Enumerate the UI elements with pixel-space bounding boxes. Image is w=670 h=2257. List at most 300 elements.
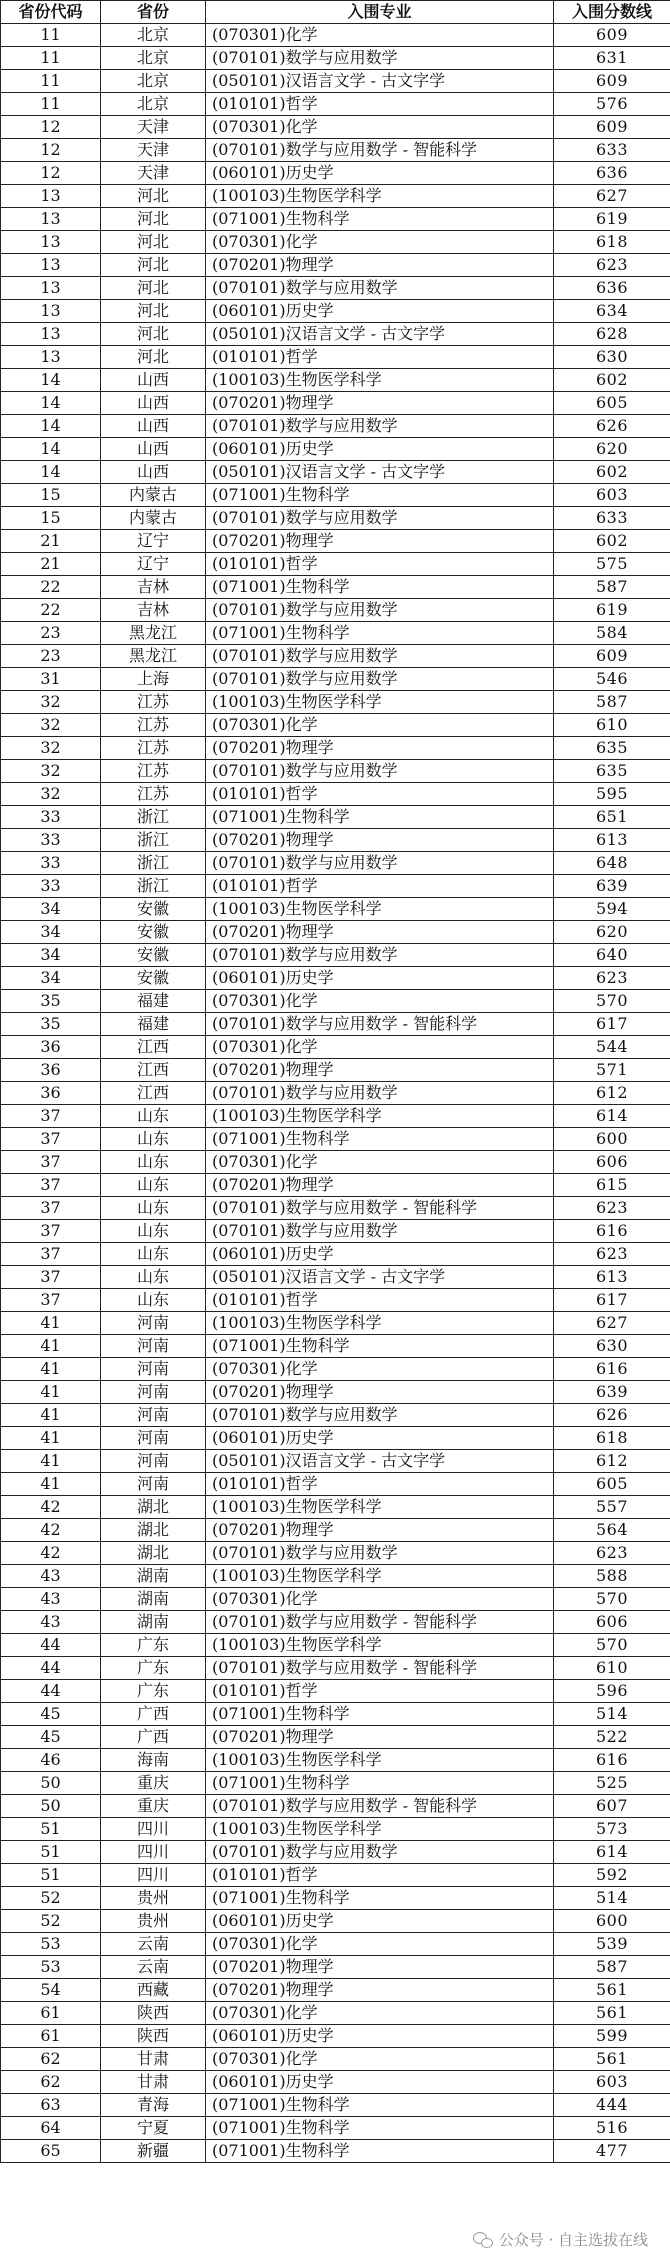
table-row: [1, 1312, 670, 1335]
cutoff-score-cell: 614: [554, 1105, 670, 1128]
major-cell: (100103)生物医学科学: [206, 1105, 554, 1128]
cutoff-score-cell: 620: [554, 921, 670, 944]
table-row: [1, 139, 670, 162]
major-cell: (050101)汉语言文学 - 古文字学: [206, 461, 554, 484]
province-cell: 山西: [101, 438, 206, 461]
major-cell: (070201)物理学: [206, 1381, 554, 1404]
major-cell: (100103)生物医学科学: [206, 369, 554, 392]
table-row: [1, 1795, 670, 1818]
header-province-code: 省份代码: [1, 1, 101, 24]
header-major: 入围专业: [206, 1, 554, 24]
province-cell: 江西: [101, 1082, 206, 1105]
province-cell: 天津: [101, 162, 206, 185]
cutoff-score-cell: 444: [554, 2094, 670, 2117]
table-row: [1, 1864, 670, 1887]
table-row: [1, 1220, 670, 1243]
cutoff-score-cell: 617: [554, 1013, 670, 1036]
cutoff-score-cell: 576: [554, 93, 670, 116]
province-cell: 山东: [101, 1174, 206, 1197]
cutoff-score-cell: 612: [554, 1450, 670, 1473]
cutoff-score-cell: 630: [554, 1335, 670, 1358]
table-row: [1, 1749, 670, 1772]
cutoff-score-cell: 606: [554, 1611, 670, 1634]
cutoff-score-cell: 595: [554, 783, 670, 806]
cutoff-score-cell: 633: [554, 507, 670, 530]
major-cell: (010101)哲学: [206, 875, 554, 898]
table-row: [1, 185, 670, 208]
province-code-cell: 54: [1, 1979, 101, 2002]
province-code-cell: 13: [1, 254, 101, 277]
major-cell: (010101)哲学: [206, 783, 554, 806]
table-row: [1, 737, 670, 760]
province-code-cell: 34: [1, 967, 101, 990]
province-code-cell: 31: [1, 668, 101, 691]
cutoff-score-cell: 616: [554, 1220, 670, 1243]
province-cell: 吉林: [101, 576, 206, 599]
cutoff-score-cell: 584: [554, 622, 670, 645]
table-row: [1, 1082, 670, 1105]
table-row: [1, 852, 670, 875]
cutoff-score-cell: 573: [554, 1818, 670, 1841]
header-cutoff-score: 入围分数线: [554, 1, 670, 24]
major-cell: (060101)历史学: [206, 1243, 554, 1266]
province-code-cell: 34: [1, 944, 101, 967]
watermark: [469, 2228, 652, 2251]
cutoff-score-cell: 633: [554, 139, 670, 162]
table-row: [1, 1266, 670, 1289]
cutoff-score-cell: 628: [554, 323, 670, 346]
province-cell: 广东: [101, 1634, 206, 1657]
cutoff-score-cell: 636: [554, 162, 670, 185]
cutoff-score-cell: 623: [554, 1243, 670, 1266]
major-cell: (070201)物理学: [206, 530, 554, 553]
province-cell: 山东: [101, 1243, 206, 1266]
province-code-cell: 35: [1, 990, 101, 1013]
province-code-cell: 34: [1, 898, 101, 921]
cutoff-score-cell: 639: [554, 875, 670, 898]
province-code-cell: 37: [1, 1266, 101, 1289]
cutoff-score-cell: 614: [554, 1841, 670, 1864]
table-row: [1, 2117, 670, 2140]
table-row: [1, 1910, 670, 1933]
major-cell: (050101)汉语言文学 - 古文字学: [206, 1266, 554, 1289]
province-code-cell: 43: [1, 1611, 101, 1634]
province-cell: 山西: [101, 392, 206, 415]
province-code-cell: 23: [1, 645, 101, 668]
province-code-cell: 44: [1, 1634, 101, 1657]
major-cell: (070101)数学与应用数学: [206, 760, 554, 783]
province-cell: 北京: [101, 70, 206, 93]
province-cell: 北京: [101, 24, 206, 47]
province-cell: 四川: [101, 1818, 206, 1841]
cutoff-score-cell: 610: [554, 1657, 670, 1680]
table-row: [1, 622, 670, 645]
province-cell: 浙江: [101, 852, 206, 875]
province-code-cell: 22: [1, 599, 101, 622]
major-cell: (010101)哲学: [206, 93, 554, 116]
province-code-cell: 42: [1, 1519, 101, 1542]
cutoff-score-cell: 609: [554, 24, 670, 47]
province-cell: 浙江: [101, 875, 206, 898]
cutoff-score-cell: 612: [554, 1082, 670, 1105]
province-code-cell: 33: [1, 875, 101, 898]
province-code-cell: 13: [1, 277, 101, 300]
table-row: [1, 1197, 670, 1220]
major-cell: (070101)数学与应用数学: [206, 1082, 554, 1105]
province-code-cell: 37: [1, 1289, 101, 1312]
cutoff-score-cell: 587: [554, 576, 670, 599]
cutoff-score-cell: 648: [554, 852, 670, 875]
major-cell: (070301)化学: [206, 714, 554, 737]
table-row: [1, 346, 670, 369]
major-cell: (071001)生物科学: [206, 1128, 554, 1151]
province-cell: 河北: [101, 231, 206, 254]
province-code-cell: 36: [1, 1036, 101, 1059]
major-cell: (070101)数学与应用数学: [206, 1404, 554, 1427]
province-code-cell: 22: [1, 576, 101, 599]
table-row: [1, 2025, 670, 2048]
province-code-cell: 32: [1, 737, 101, 760]
table-row: [1, 2002, 670, 2025]
province-cell: 黑龙江: [101, 645, 206, 668]
cutoff-score-cell: 544: [554, 1036, 670, 1059]
cutoff-score-cell: 477: [554, 2140, 670, 2163]
province-code-cell: 41: [1, 1312, 101, 1335]
major-cell: (070101)数学与应用数学 - 智能科学: [206, 139, 554, 162]
major-cell: (060101)历史学: [206, 967, 554, 990]
province-cell: 上海: [101, 668, 206, 691]
major-cell: (070301)化学: [206, 24, 554, 47]
province-cell: 河北: [101, 185, 206, 208]
province-code-cell: 14: [1, 461, 101, 484]
province-cell: 云南: [101, 1956, 206, 1979]
major-cell: (100103)生物医学科学: [206, 1818, 554, 1841]
major-cell: (070301)化学: [206, 1933, 554, 1956]
table-row: [1, 369, 670, 392]
province-code-cell: 32: [1, 783, 101, 806]
table-row: [1, 2048, 670, 2071]
major-cell: (010101)哲学: [206, 1864, 554, 1887]
province-cell: 湖南: [101, 1565, 206, 1588]
cutoff-score-cell: 602: [554, 530, 670, 553]
major-cell: (070201)物理学: [206, 254, 554, 277]
province-code-cell: 41: [1, 1381, 101, 1404]
major-cell: (060101)历史学: [206, 1910, 554, 1933]
cutoff-score-cell: 623: [554, 1197, 670, 1220]
table-row: [1, 208, 670, 231]
cutoff-score-cell: 616: [554, 1358, 670, 1381]
cutoff-score-cell: 613: [554, 829, 670, 852]
major-cell: (070301)化学: [206, 1151, 554, 1174]
province-cell: 广东: [101, 1657, 206, 1680]
province-cell: 河北: [101, 346, 206, 369]
cutoff-score-cell: 605: [554, 392, 670, 415]
province-code-cell: 14: [1, 438, 101, 461]
province-cell: 河北: [101, 277, 206, 300]
province-cell: 贵州: [101, 1910, 206, 1933]
cutoff-score-cell: 587: [554, 1956, 670, 1979]
major-cell: (070101)数学与应用数学: [206, 944, 554, 967]
province-code-cell: 14: [1, 415, 101, 438]
cutoff-score-cell: 623: [554, 1542, 670, 1565]
province-cell: 江西: [101, 1059, 206, 1082]
table-row: [1, 1657, 670, 1680]
province-cell: 河北: [101, 300, 206, 323]
province-code-cell: 41: [1, 1358, 101, 1381]
province-cell: 湖南: [101, 1611, 206, 1634]
province-cell: 福建: [101, 990, 206, 1013]
province-cell: 河南: [101, 1358, 206, 1381]
province-cell: 湖北: [101, 1519, 206, 1542]
table-row: [1, 1335, 670, 1358]
province-cell: 安徽: [101, 944, 206, 967]
cutoff-score-cell: 626: [554, 1404, 670, 1427]
province-code-cell: 13: [1, 185, 101, 208]
province-code-cell: 11: [1, 93, 101, 116]
table-row: [1, 783, 670, 806]
cutoff-score-cell: 609: [554, 116, 670, 139]
cutoff-score-cell: 605: [554, 1473, 670, 1496]
major-cell: (070201)物理学: [206, 1956, 554, 1979]
province-cell: 北京: [101, 93, 206, 116]
cutoff-score-cell: 615: [554, 1174, 670, 1197]
province-code-cell: 21: [1, 530, 101, 553]
major-cell: (100103)生物医学科学: [206, 898, 554, 921]
province-cell: 河南: [101, 1473, 206, 1496]
major-cell: (100103)生物医学科学: [206, 185, 554, 208]
major-cell: (060101)历史学: [206, 300, 554, 323]
province-code-cell: 14: [1, 392, 101, 415]
major-cell: (071001)生物科学: [206, 806, 554, 829]
province-cell: 江西: [101, 1036, 206, 1059]
province-code-cell: 13: [1, 346, 101, 369]
major-cell: (071001)生物科学: [206, 1335, 554, 1358]
cutoff-score-cell: 561: [554, 2048, 670, 2071]
cutoff-score-cell: 575: [554, 553, 670, 576]
table-row: [1, 1013, 670, 1036]
major-cell: (060101)历史学: [206, 162, 554, 185]
province-cell: 四川: [101, 1841, 206, 1864]
table-row: [1, 1519, 670, 1542]
table-row: [1, 2140, 670, 2163]
cutoff-score-cell: 613: [554, 1266, 670, 1289]
province-code-cell: 37: [1, 1197, 101, 1220]
major-cell: (070301)化学: [206, 1358, 554, 1381]
cutoff-score-cell: 603: [554, 484, 670, 507]
province-code-cell: 12: [1, 116, 101, 139]
province-code-cell: 41: [1, 1450, 101, 1473]
province-cell: 广西: [101, 1726, 206, 1749]
table-row: [1, 231, 670, 254]
table-row: [1, 392, 670, 415]
major-cell: (071001)生物科学: [206, 1703, 554, 1726]
province-cell: 广西: [101, 1703, 206, 1726]
major-cell: (070101)数学与应用数学: [206, 1841, 554, 1864]
table-row: [1, 1243, 670, 1266]
cutoff-score-cell: 616: [554, 1749, 670, 1772]
province-code-cell: 65: [1, 2140, 101, 2163]
cutoff-score-cell: 640: [554, 944, 670, 967]
cutoff-score-cell: 634: [554, 300, 670, 323]
table-row: [1, 1818, 670, 1841]
cutoff-score-cell: 620: [554, 438, 670, 461]
cutoff-score-cell: 610: [554, 714, 670, 737]
major-cell: (050101)汉语言文学 - 古文字学: [206, 70, 554, 93]
major-cell: (070101)数学与应用数学 - 智能科学: [206, 1795, 554, 1818]
province-cell: 安徽: [101, 921, 206, 944]
table-row: [1, 921, 670, 944]
province-code-cell: 41: [1, 1473, 101, 1496]
cutoff-score-cell: 651: [554, 806, 670, 829]
table-row: [1, 530, 670, 553]
table-row: [1, 1634, 670, 1657]
province-cell: 山东: [101, 1128, 206, 1151]
cutoff-score-cell: 627: [554, 185, 670, 208]
province-code-cell: 62: [1, 2071, 101, 2094]
cutoff-score-cell: 619: [554, 208, 670, 231]
major-cell: (070101)数学与应用数学: [206, 507, 554, 530]
table-row: [1, 967, 670, 990]
table-row: [1, 990, 670, 1013]
province-cell: 山东: [101, 1151, 206, 1174]
province-code-cell: 53: [1, 1933, 101, 1956]
major-cell: (070101)数学与应用数学: [206, 415, 554, 438]
major-cell: (071001)生物科学: [206, 1887, 554, 1910]
table-row: [1, 116, 670, 139]
major-cell: (070201)物理学: [206, 921, 554, 944]
province-code-cell: 61: [1, 2002, 101, 2025]
table-row: [1, 2071, 670, 2094]
major-cell: (071001)生物科学: [206, 2117, 554, 2140]
table-row: [1, 47, 670, 70]
cutoff-score-cell: 635: [554, 760, 670, 783]
table-row: [1, 1404, 670, 1427]
table-row: [1, 1933, 670, 1956]
province-cell: 贵州: [101, 1887, 206, 1910]
header-row: [1, 1, 670, 24]
cutoff-score-cell: 546: [554, 668, 670, 691]
cutoff-score-cell: 639: [554, 1381, 670, 1404]
cutoff-score-cell: 561: [554, 2002, 670, 2025]
province-code-cell: 32: [1, 691, 101, 714]
table-row: [1, 1174, 670, 1197]
major-cell: (071001)生物科学: [206, 2140, 554, 2163]
province-code-cell: 42: [1, 1496, 101, 1519]
province-code-cell: 46: [1, 1749, 101, 1772]
major-cell: (070101)数学与应用数学 - 智能科学: [206, 1611, 554, 1634]
province-cell: 江苏: [101, 760, 206, 783]
province-cell: 北京: [101, 47, 206, 70]
province-code-cell: 37: [1, 1128, 101, 1151]
province-code-cell: 61: [1, 2025, 101, 2048]
province-cell: 宁夏: [101, 2117, 206, 2140]
major-cell: (100103)生物医学科学: [206, 1565, 554, 1588]
cutoff-score-cell: 522: [554, 1726, 670, 1749]
table-row: [1, 1496, 670, 1519]
major-cell: (070201)物理学: [206, 737, 554, 760]
table-row: [1, 829, 670, 852]
province-code-cell: 42: [1, 1542, 101, 1565]
major-cell: (010101)哲学: [206, 346, 554, 369]
province-cell: 内蒙古: [101, 484, 206, 507]
province-cell: 吉林: [101, 599, 206, 622]
table-row: [1, 691, 670, 714]
table-row: [1, 1979, 670, 2002]
province-code-cell: 37: [1, 1220, 101, 1243]
province-code-cell: 53: [1, 1956, 101, 1979]
province-cell: 山东: [101, 1289, 206, 1312]
major-cell: (060101)历史学: [206, 2025, 554, 2048]
province-code-cell: 64: [1, 2117, 101, 2140]
cutoff-score-cell: 636: [554, 277, 670, 300]
province-code-cell: 50: [1, 1795, 101, 1818]
table-row: [1, 1956, 670, 1979]
major-cell: (010101)哲学: [206, 1473, 554, 1496]
province-code-cell: 13: [1, 231, 101, 254]
major-cell: (070101)数学与应用数学: [206, 1542, 554, 1565]
cutoff-score-cell: 525: [554, 1772, 670, 1795]
province-cell: 河北: [101, 323, 206, 346]
province-code-cell: 44: [1, 1680, 101, 1703]
major-cell: (070301)化学: [206, 1588, 554, 1611]
table-row: [1, 162, 670, 185]
table-row: [1, 461, 670, 484]
major-cell: (071001)生物科学: [206, 208, 554, 231]
cutoff-score-cell: 570: [554, 990, 670, 1013]
table-row: [1, 1772, 670, 1795]
cutoff-score-cell: 618: [554, 231, 670, 254]
province-cell: 浙江: [101, 806, 206, 829]
table-row: [1, 93, 670, 116]
province-cell: 浙江: [101, 829, 206, 852]
province-cell: 江苏: [101, 714, 206, 737]
province-code-cell: 51: [1, 1841, 101, 1864]
province-cell: 山东: [101, 1197, 206, 1220]
major-cell: (071001)生物科学: [206, 576, 554, 599]
table-row: [1, 1887, 670, 1910]
cutoff-score-cell: 570: [554, 1634, 670, 1657]
province-cell: 山西: [101, 415, 206, 438]
table-row: [1, 599, 670, 622]
cutoff-score-cell: 564: [554, 1519, 670, 1542]
province-cell: 内蒙古: [101, 507, 206, 530]
province-code-cell: 21: [1, 553, 101, 576]
major-cell: (070101)数学与应用数学: [206, 47, 554, 70]
major-cell: (010101)哲学: [206, 1680, 554, 1703]
province-code-cell: 14: [1, 369, 101, 392]
table-body: [1, 24, 670, 2163]
table-row: [1, 484, 670, 507]
table-row: [1, 875, 670, 898]
major-cell: (071001)生物科学: [206, 2094, 554, 2117]
province-code-cell: 45: [1, 1703, 101, 1726]
province-code-cell: 32: [1, 714, 101, 737]
major-cell: (100103)生物医学科学: [206, 1749, 554, 1772]
cutoff-score-cell: 617: [554, 1289, 670, 1312]
province-cell: 河南: [101, 1450, 206, 1473]
table-row: [1, 576, 670, 599]
header-province: 省份: [101, 1, 206, 24]
cutoff-score-cell: 618: [554, 1427, 670, 1450]
province-cell: 黑龙江: [101, 622, 206, 645]
cutoff-score-cell: 561: [554, 1979, 670, 2002]
major-cell: (010101)哲学: [206, 553, 554, 576]
cutoff-score-cell: 602: [554, 369, 670, 392]
province-code-cell: 13: [1, 323, 101, 346]
province-cell: 山东: [101, 1105, 206, 1128]
province-cell: 安徽: [101, 967, 206, 990]
province-code-cell: 33: [1, 829, 101, 852]
